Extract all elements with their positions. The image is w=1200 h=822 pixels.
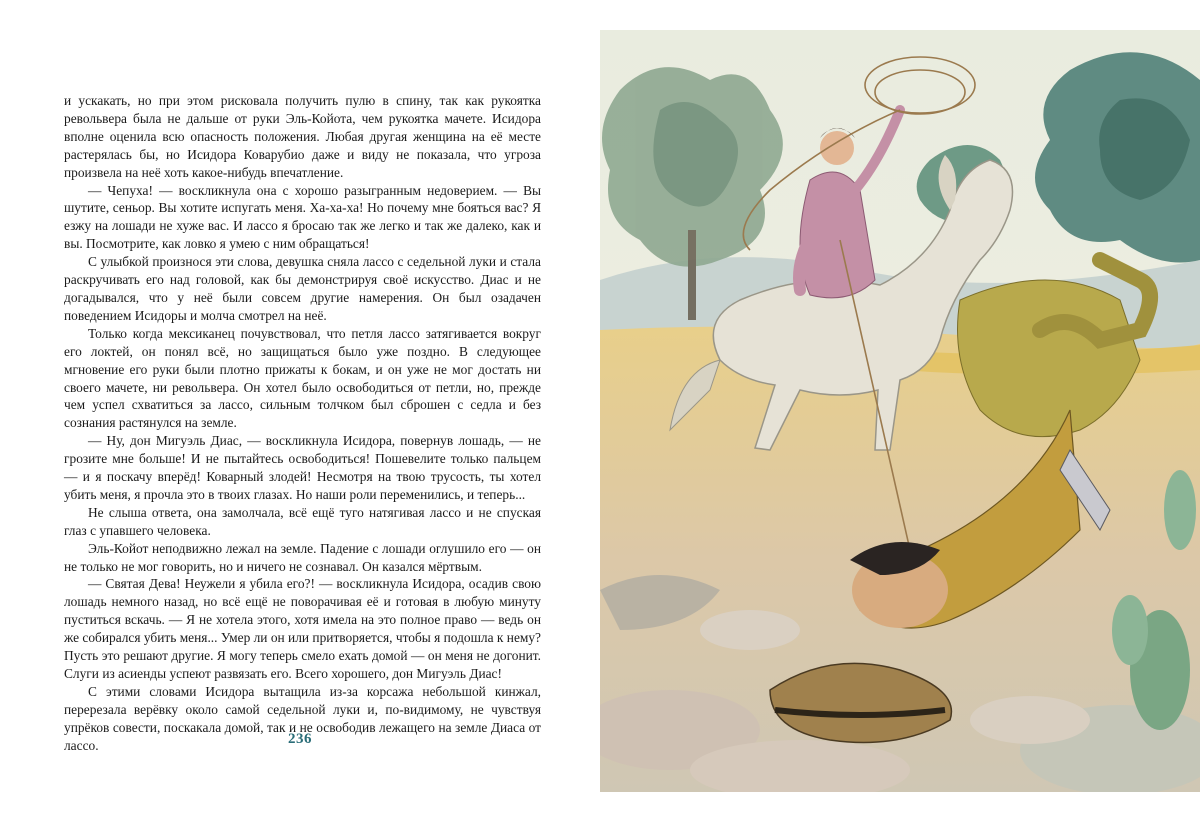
paragraph-3: С улыбкой произнося эти слова, девушка сняла лассо с седельной луки и стала раскручивать его над головой, как бы демонстрируя своё искусство. Диас и не догадывался, что у неё были совсем другие намерения. Он был озадачен поведением Исидоры и молча смотрел на неё. — [64, 254, 541, 323]
paragraph-4: Только когда мексиканец почувствовал, что петля лассо затягивается вокруг его локтей, он понял всё, но защищаться было уже поздно. В следующее мгновение его руки были плотно прижаты к бокам, и он уже не мог достать ни своего мачете, ни револьвера. Он хотел было освободиться от петли, но, прежде чем успел схватиться за лассо, сильным толчком был сброшен с седла и без сознания растянулся на земле. — [64, 325, 541, 431]
paragraph-8: — Святая Дева! Неужели я убила его?! — воскликнула Исидора, осадив свою лошадь немного назад, но всё ещё не поворачивая её и готовая в любую минуту пуститься вскачь. — Я не хотела этого, хотя имела на это полное право — ведь он же собирался убить меня... Умер ли он или притворяется, чтобы я подошла к нему? Пусть это решают другие. Я могу теперь смело ехать домой — он меня не догонит. Слуги из асиенды успеют развязать его. Всего хорошего, дон Мигуэль Диас! — [64, 576, 541, 681]
paragraph-2: — Чепуха! — воскликнула она с хорошо разыгранным недоверием. — Вы шутите, сеньор. Вы хотите испугать меня. Ха-ха-ха! Но почему мне бояться вас? Я езжу на лошади не хуже вас. И лассо я бросаю так же легко и так же далеко, как и вы. Посмотрите, как ловко я умею с ним обращаться! — [64, 182, 541, 252]
body-text — [64, 92, 541, 755]
paragraph-5: — Ну, дон Мигуэль Диас, — воскликнула Исидора, повернув лошадь, — не грозите мне больше! И не пытайтесь освободиться! Пошевелите только пальцем — и я поскачу вперёд! Коварный злодей! Несмотря на твою трусость, ты хотел убить меня, я прочла это в твоих глазах. Но наши роли переменились, и теперь... — [64, 433, 541, 502]
paragraph-9: С этими словами Исидора вытащила из-за корсажа небольшой кинжал, перерезала верёвку около самой седельной луки и, по-видимому, не чувствуя упрёков совести, поскакала домой, так и не освободив лежащего на земле Диаса от лассо. — [64, 683, 541, 753]
illustration-page — [600, 30, 1200, 792]
paragraph-1: и ускакать, но при этом рисковала получить пулю в спину, так как рукоятка револьвера была не дальше от руки Эль-Койота, чем рукоятка мачете. Исидора вполне оценила всю опасность положения. Любая другая женщина на её месте растерялась бы, но Исидора Коварубио даже и виду не показала, что угроза произвела на неё хоть какое-нибудь впечатление. — [64, 93, 541, 180]
paragraph-6: Не слыша ответа, она замолчала, всё ещё туго натягивая лассо и не спуская глаз с упавшего человека. — [64, 504, 541, 538]
paragraph-7: Эль-Койот неподвижно лежал на земле. Падение с лошади оглушило его — он не только не мог говорить, но и ничего не сознавал. Он казался мёртвым. — [64, 540, 541, 574]
lasso-scene-illustration — [600, 30, 1200, 792]
page-number: 236 — [288, 731, 312, 747]
